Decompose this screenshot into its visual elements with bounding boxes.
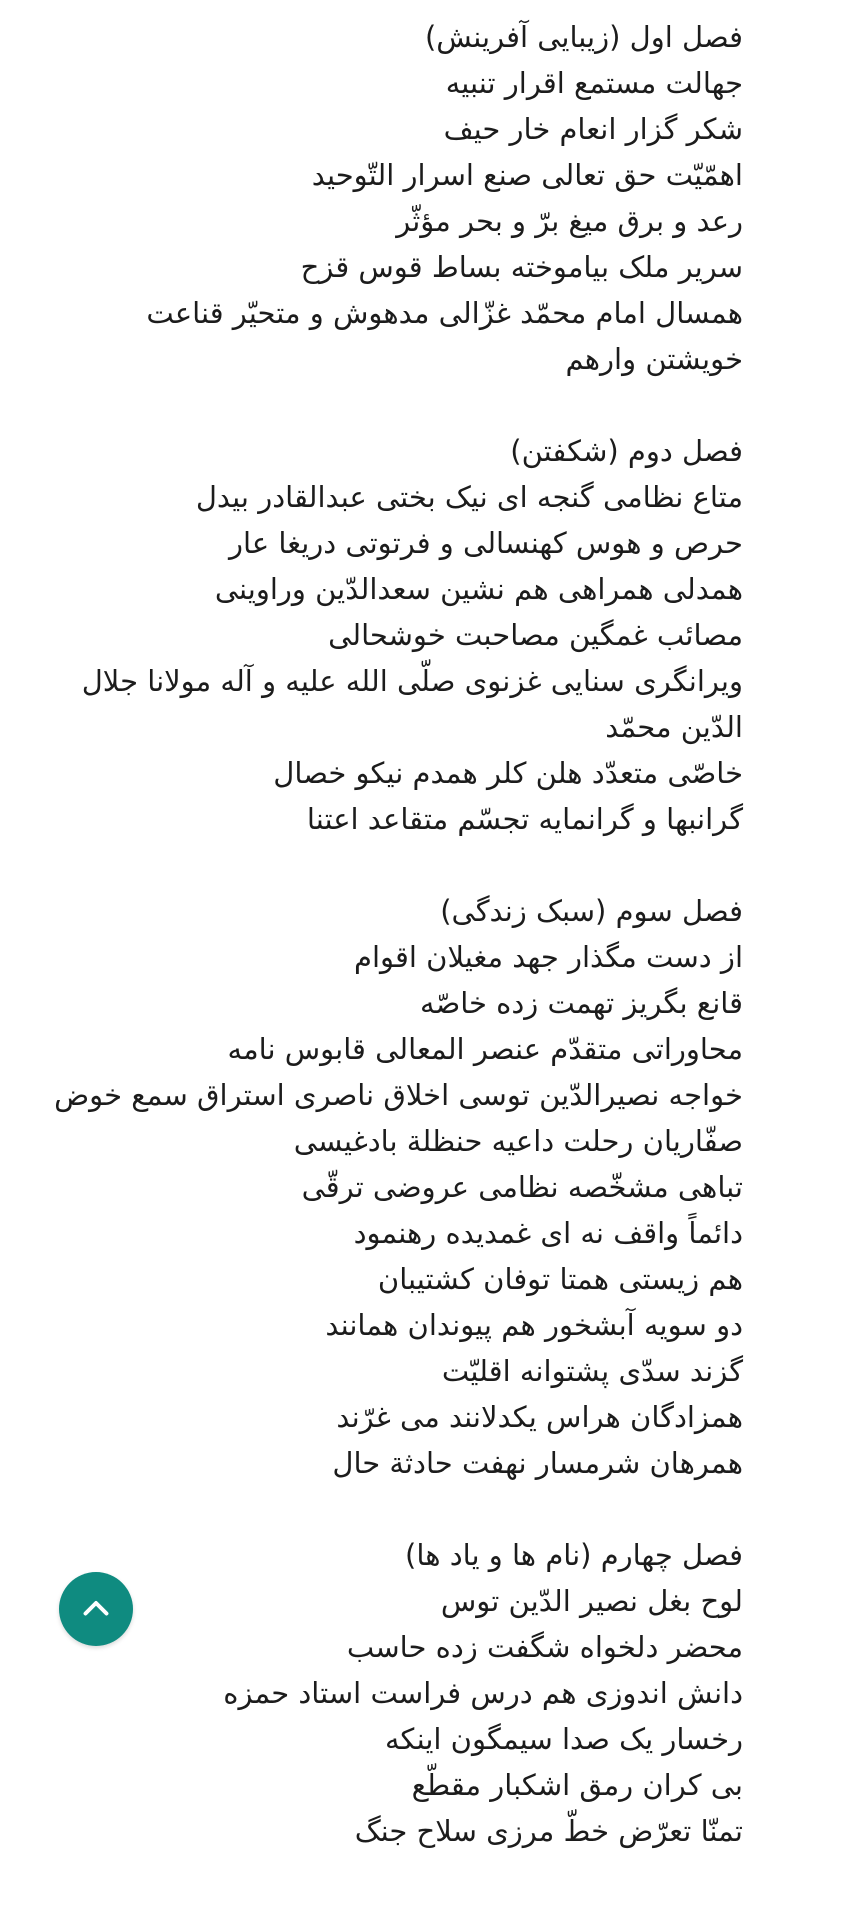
text-line: همزادگان هراس یکدلانند می غرّند	[336, 1400, 743, 1434]
text-line: تمنّا تعرّض خطّ مرزی سلاح جنگ	[354, 1814, 743, 1848]
text-line: همسال امام محمّد غزّالی مدهوش و متحیّر قناعت خویشتن وارهم	[146, 296, 743, 376]
text-line: همدلی همراهی هم نشین سعدالدّین وراوینی	[214, 572, 743, 606]
text-line: تباهی مشخّصه نظامی عروضی ترقّی	[301, 1170, 743, 1204]
text-line: اهمّیّت حق تعالی صنع اسرار التّوحید	[311, 158, 743, 192]
text-line: دانش اندوزی هم درس فراست استاد حمزه	[223, 1676, 743, 1710]
text-line: همرهان شرمسار نهفت حادثة حال	[332, 1446, 743, 1480]
text-line: سریر ملک بیاموخته بساط قوس قزح	[300, 250, 743, 284]
text-line: از دست مگذار جهد مغیلان اقوام	[354, 940, 743, 974]
text-line: رخسار یک صدا سیمگون اینکه	[385, 1722, 743, 1756]
text-line: محاوراتی متقدّم عنصر المعالی قابوس نامه	[227, 1032, 743, 1066]
chevron-up-icon	[78, 1591, 114, 1627]
text-line: محضر دلخواه شگفت زده حاسب	[346, 1630, 743, 1664]
section-title: فصل سوم (سبک زندگی)	[440, 894, 743, 928]
text-line: لوح بغل نصیر الدّین توس	[440, 1584, 743, 1618]
text-line: متاع نظامی گنجه ای نیک بختی عبدالقادر بیدل	[195, 480, 743, 514]
text-line: جهالت مستمع اقرار تنبیه	[445, 66, 743, 100]
text-line: بی کران رمق اشکبار مقطّع	[411, 1768, 743, 1802]
section-2	[43, 428, 743, 842]
text-line: شکر گزار انعام خار حیف	[443, 112, 743, 146]
section-title: فصل چهارم (نام ها و یاد ها)	[405, 1538, 743, 1572]
text-line: خواجه نصیرالدّین توسی اخلاق ناصری استراق سمع خوض	[54, 1078, 743, 1112]
section-1	[43, 14, 743, 382]
text-line: دو سویه آبشخور هم پیوندان همانند	[325, 1308, 743, 1342]
scroll-to-top-button[interactable]	[59, 1572, 133, 1646]
text-line: هم زیستی همتا توفان کشتیبان	[377, 1262, 743, 1296]
section-title: فصل دوم (شکفتن)	[510, 434, 743, 468]
text-line: ویرانگری سنایی غزنوی صلّی الله علیه و آله مولانا جلال الدّین محمّد	[81, 664, 743, 744]
section-title: فصل اول (زیبایی آفرینش)	[424, 20, 743, 54]
section-4	[43, 1532, 743, 1854]
text-line: مصائب غمگین مصاحبت خوشحالی	[328, 618, 743, 652]
text-line: حرص و هوس کهنسالی و فرتوتی دریغا عار	[229, 526, 743, 560]
section-3	[43, 888, 743, 1486]
text-line: رعد و برق میغ برّ و بحر مؤثّر	[396, 204, 743, 238]
text-line: گزند سدّی پشتوانه اقلیّت	[441, 1354, 743, 1388]
text-line: گرانبها و گرانمایه تجسّم متقاعد اعتنا	[306, 802, 743, 836]
article-content	[43, 14, 743, 1900]
text-line: دائماً واقف نه ای غمدیده رهنمود	[353, 1216, 743, 1250]
text-line: قانع بگریز تهمت زده خاصّه	[420, 986, 743, 1020]
text-line: صفّاریان رحلت داعیه حنظلة بادغیسی	[293, 1124, 743, 1158]
text-line: خاصّی متعدّد هلن کلر همدم نیکو خصال	[273, 756, 743, 790]
